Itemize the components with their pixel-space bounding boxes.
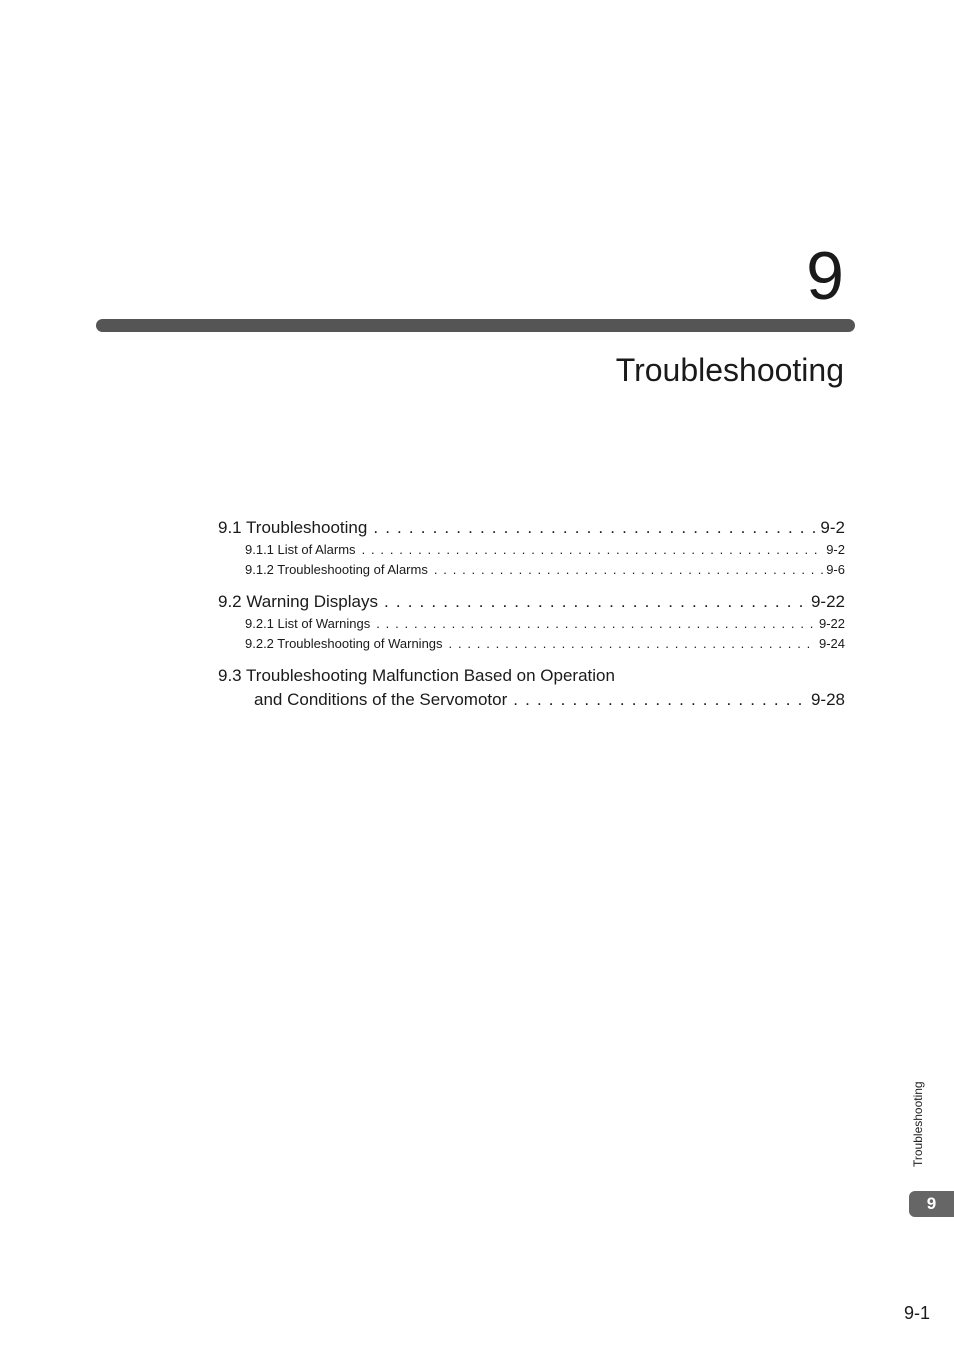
toc-entry-9-1-2[interactable]: [218, 560, 845, 580]
chapter-side-tab[interactable]: 9: [909, 1191, 954, 1217]
toc-leader-dots: [376, 614, 817, 634]
toc-entry-page: 9-6: [826, 562, 845, 577]
toc-entry-label: 9.2 Warning Displays: [218, 592, 378, 611]
toc-entry-page: 9-2: [826, 542, 845, 557]
toc-entry-label-line1: 9.3 Troubleshooting Malfunction Based on Operation: [218, 666, 615, 685]
chapter-divider-bar: [96, 319, 855, 332]
toc-leader-dots: [434, 560, 824, 580]
toc-entry-continuation: [218, 688, 845, 712]
page-number: 9-1: [903, 1303, 930, 1323]
table-of-contents: [218, 516, 845, 712]
toc-entry-label: 9.1 Troubleshooting: [218, 518, 368, 537]
toc-entry-page: 9-2: [820, 518, 845, 537]
toc-entry-9-1-1[interactable]: [218, 540, 845, 560]
toc-entry-page: 9-22: [810, 592, 845, 611]
toc-leader-dots: [362, 540, 825, 560]
toc-entry-9-1[interactable]: [218, 516, 845, 540]
toc-leader-dots: [449, 634, 817, 654]
toc-entry-label: 9.2.2 Troubleshooting of Warnings: [245, 636, 443, 651]
toc-entry-page: 9-28: [810, 690, 845, 709]
toc-entry-9-2[interactable]: [218, 590, 845, 614]
toc-leader-dots: [373, 516, 818, 540]
toc-entry-9-2-1[interactable]: [218, 614, 845, 634]
toc-entry-label: 9.1.2 Troubleshooting of Alarms: [245, 562, 428, 577]
chapter-title: Troubleshooting: [615, 352, 844, 388]
chapter-number: 9: [806, 238, 844, 314]
toc-entry-9-2-2[interactable]: [218, 634, 845, 654]
toc-entry-page: 9-24: [818, 636, 845, 651]
toc-entry-9-3[interactable]: [218, 664, 845, 712]
toc-leader-dots: [384, 590, 809, 614]
toc-leader-dots: [513, 688, 809, 712]
side-tab-label: Troubleshooting: [911, 1081, 925, 1167]
toc-entry-label-line2: and Conditions of the Servomotor: [254, 690, 508, 709]
toc-entry-label: 9.2.1 List of Warnings: [245, 616, 371, 631]
toc-entry-page: 9-22: [818, 616, 845, 631]
toc-entry-label: 9.1.1 List of Alarms: [245, 542, 356, 557]
